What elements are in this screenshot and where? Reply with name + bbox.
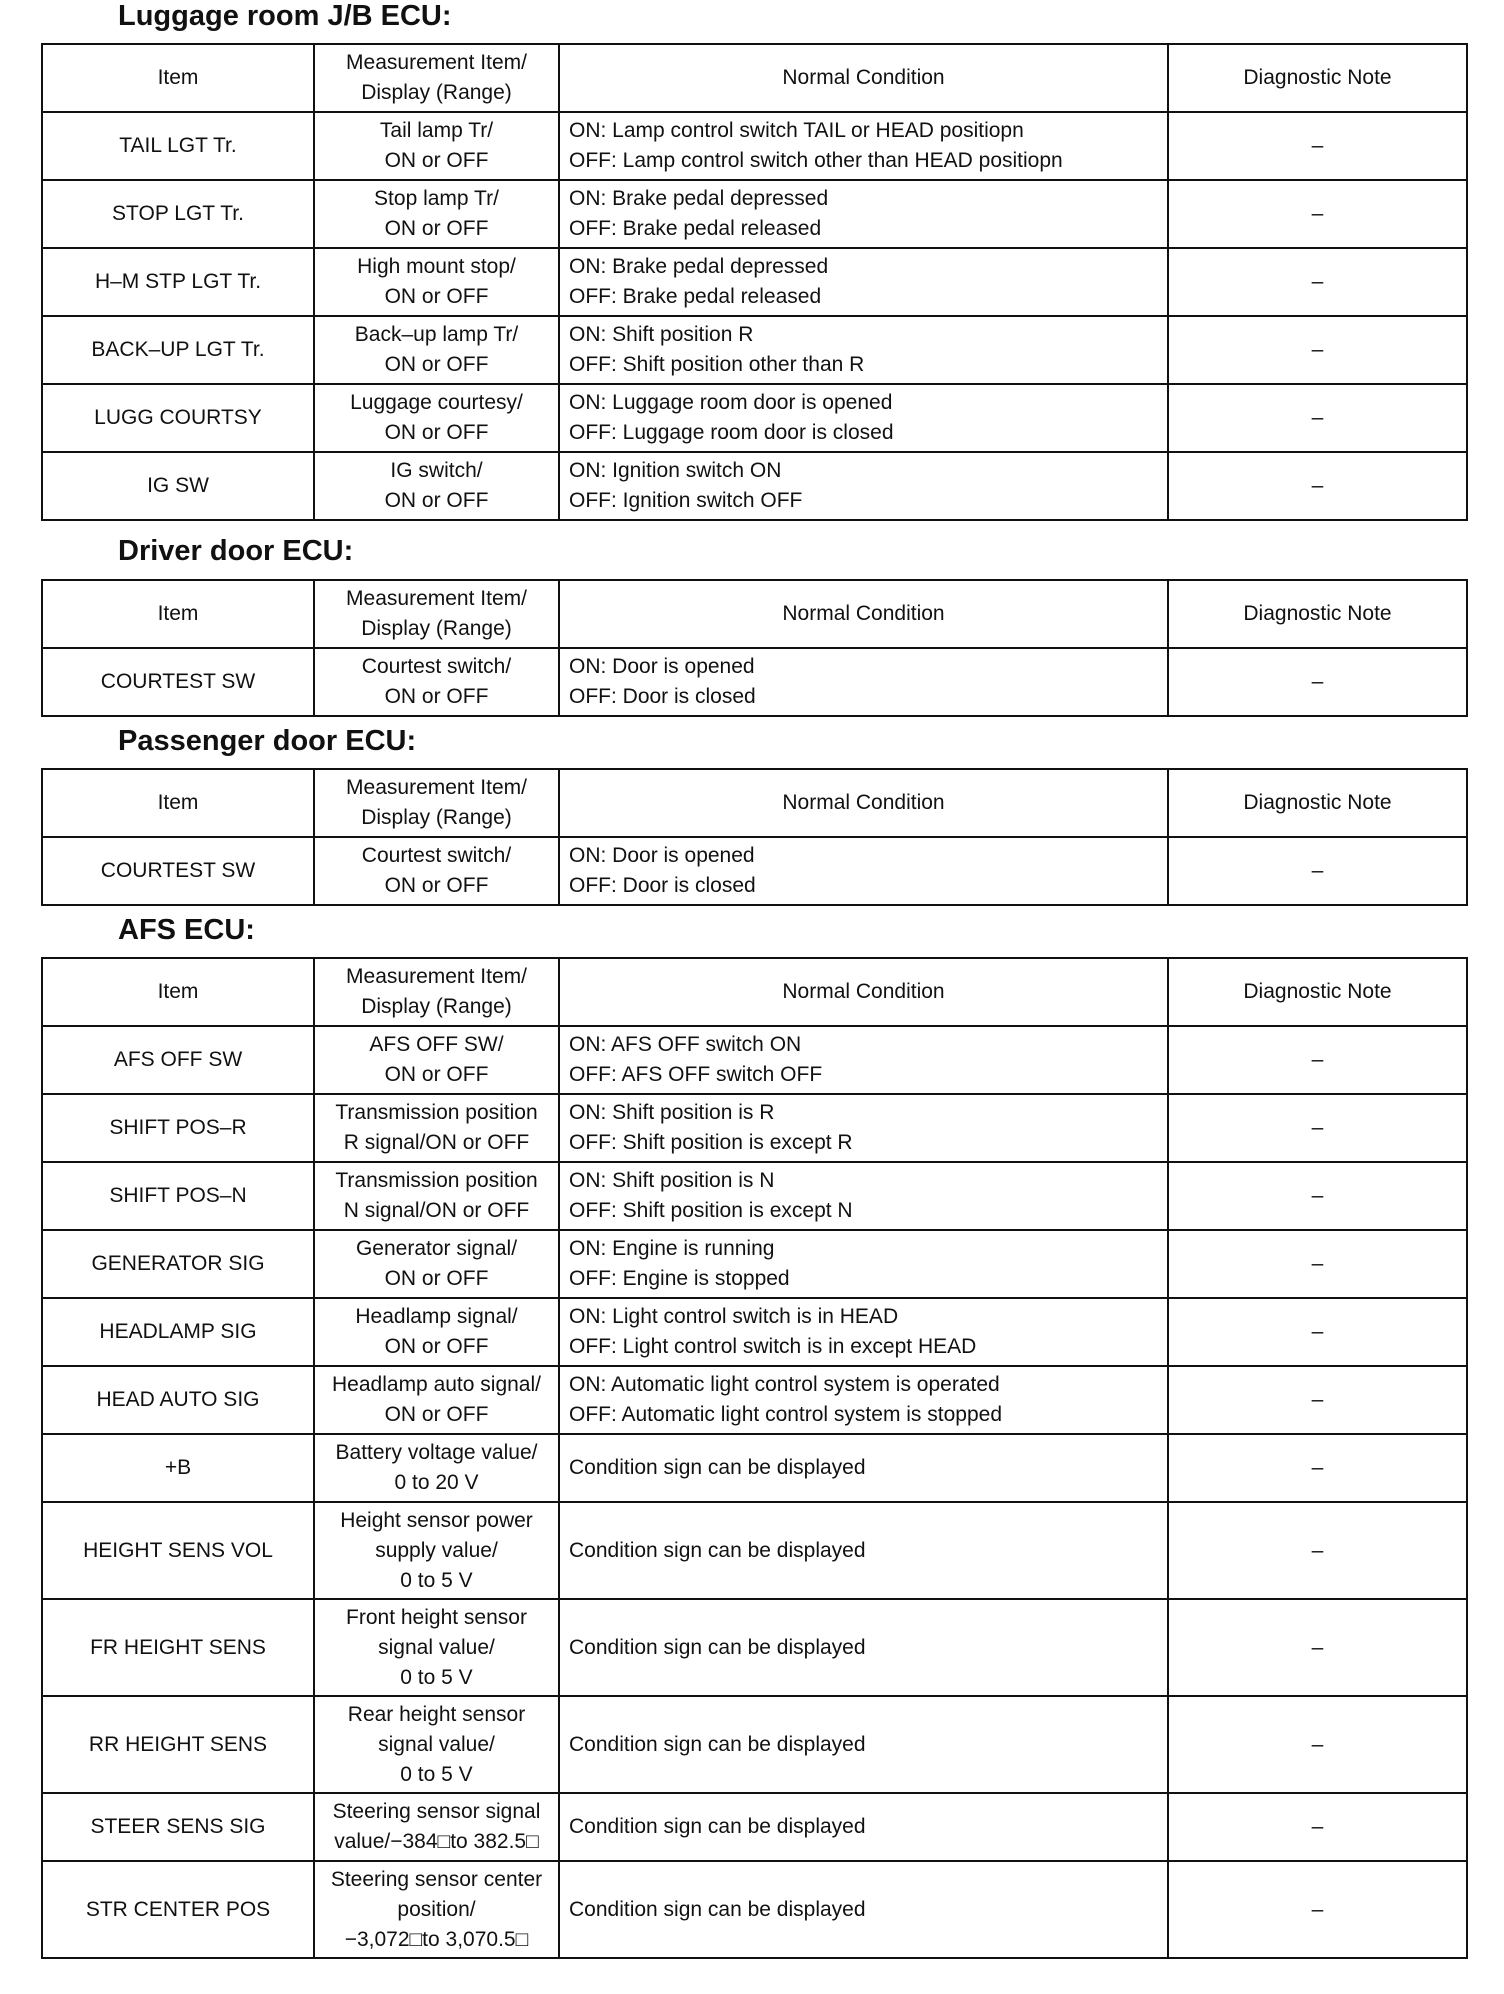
condition-cell: Condition sign can be displayed	[559, 1599, 1168, 1696]
item-cell: BACK–UP LGT Tr.	[42, 316, 314, 384]
note-cell: –	[1168, 384, 1467, 452]
item-cell: STR CENTER POS	[42, 1861, 314, 1958]
table-row	[42, 316, 1467, 384]
item-cell: COURTEST SW	[42, 648, 314, 716]
condition-cell: Condition sign can be displayed	[559, 1434, 1168, 1502]
measurement-cell: Back–up lamp Tr/ ON or OFF	[314, 316, 559, 384]
note-cell: –	[1168, 112, 1467, 180]
note-cell: –	[1168, 1793, 1467, 1861]
table-row	[42, 1502, 1467, 1599]
note-cell: –	[1168, 248, 1467, 316]
measurement-cell: Headlamp auto signal/ ON or OFF	[314, 1366, 559, 1434]
condition-cell: ON: Ignition switch ON OFF: Ignition switch OFF	[559, 452, 1168, 520]
note-cell: –	[1168, 1599, 1467, 1696]
condition-cell: Condition sign can be displayed	[559, 1861, 1168, 1958]
note-cell: –	[1168, 1434, 1467, 1502]
luggage-room-jb-ecu-table	[41, 43, 1468, 521]
measurement-cell: High mount stop/ ON or OFF	[314, 248, 559, 316]
measurement-cell: Front height sensor signal value/ 0 to 5 V	[314, 1599, 559, 1696]
note-cell: –	[1168, 1026, 1467, 1094]
section-title: Passenger door ECU:	[118, 725, 417, 757]
header-measurement: Measurement Item/ Display (Range)	[314, 958, 559, 1026]
header-normal-condition: Normal Condition	[559, 958, 1168, 1026]
driver-door-ecu-table	[41, 579, 1468, 717]
measurement-cell: Transmission position R signal/ON or OFF	[314, 1094, 559, 1162]
table-row	[42, 180, 1467, 248]
header-row	[42, 958, 1467, 1026]
item-cell: +B	[42, 1434, 314, 1502]
note-cell: –	[1168, 1230, 1467, 1298]
condition-cell: ON: Engine is running OFF: Engine is stopped	[559, 1230, 1168, 1298]
note-cell: –	[1168, 648, 1467, 716]
header-item: Item	[42, 958, 314, 1026]
note-cell: –	[1168, 1861, 1467, 1958]
header-diagnostic-note: Diagnostic Note	[1168, 769, 1467, 837]
table-row	[42, 837, 1467, 905]
note-cell: –	[1168, 1298, 1467, 1366]
item-cell: COURTEST SW	[42, 837, 314, 905]
condition-cell: ON: Automatic light control system is operated OFF: Automatic light control system is stopped	[559, 1366, 1168, 1434]
measurement-cell: Rear height sensor signal value/ 0 to 5 V	[314, 1696, 559, 1793]
header-measurement: Measurement Item/ Display (Range)	[314, 44, 559, 112]
condition-cell: ON: Shift position is N OFF: Shift position is except N	[559, 1162, 1168, 1230]
passenger-door-ecu-table	[41, 768, 1468, 906]
header-item: Item	[42, 769, 314, 837]
note-cell: –	[1168, 1502, 1467, 1599]
table-row	[42, 648, 1467, 716]
item-cell: HEIGHT SENS VOL	[42, 1502, 314, 1599]
header-row	[42, 44, 1467, 112]
measurement-cell: Stop lamp Tr/ ON or OFF	[314, 180, 559, 248]
item-cell: FR HEIGHT SENS	[42, 1599, 314, 1696]
table-row	[42, 112, 1467, 180]
header-row	[42, 769, 1467, 837]
measurement-cell: Courtest switch/ ON or OFF	[314, 648, 559, 716]
header-diagnostic-note: Diagnostic Note	[1168, 44, 1467, 112]
measurement-cell: Courtest switch/ ON or OFF	[314, 837, 559, 905]
header-row	[42, 580, 1467, 648]
afs-ecu-table	[41, 957, 1468, 1959]
item-cell: GENERATOR SIG	[42, 1230, 314, 1298]
item-cell: HEAD AUTO SIG	[42, 1366, 314, 1434]
condition-cell: ON: Brake pedal depressed OFF: Brake pedal released	[559, 180, 1168, 248]
item-cell: H–M STP LGT Tr.	[42, 248, 314, 316]
item-cell: SHIFT POS–R	[42, 1094, 314, 1162]
note-cell: –	[1168, 1366, 1467, 1434]
condition-cell: ON: Brake pedal depressed OFF: Brake pedal released	[559, 248, 1168, 316]
condition-cell: ON: Luggage room door is opened OFF: Luggage room door is closed	[559, 384, 1168, 452]
section-title: Driver door ECU:	[118, 535, 354, 567]
note-cell: –	[1168, 1696, 1467, 1793]
note-cell: –	[1168, 1094, 1467, 1162]
condition-cell: Condition sign can be displayed	[559, 1696, 1168, 1793]
header-normal-condition: Normal Condition	[559, 769, 1168, 837]
item-cell: RR HEIGHT SENS	[42, 1696, 314, 1793]
table-row	[42, 1861, 1467, 1958]
condition-cell: ON: AFS OFF switch ON OFF: AFS OFF switch OFF	[559, 1026, 1168, 1094]
section-title: Luggage room J/B ECU:	[118, 0, 452, 32]
item-cell: TAIL LGT Tr.	[42, 112, 314, 180]
item-cell: IG SW	[42, 452, 314, 520]
header-measurement: Measurement Item/ Display (Range)	[314, 580, 559, 648]
note-cell: –	[1168, 1162, 1467, 1230]
measurement-cell: Battery voltage value/ 0 to 20 V	[314, 1434, 559, 1502]
note-cell: –	[1168, 180, 1467, 248]
measurement-cell: Steering sensor signal value/−384□to 382.5□	[314, 1793, 559, 1861]
header-measurement: Measurement Item/ Display (Range)	[314, 769, 559, 837]
table-row	[42, 1696, 1467, 1793]
table-row	[42, 1094, 1467, 1162]
header-normal-condition: Normal Condition	[559, 580, 1168, 648]
item-cell: HEADLAMP SIG	[42, 1298, 314, 1366]
table-row	[42, 248, 1467, 316]
condition-cell: Condition sign can be displayed	[559, 1793, 1168, 1861]
table-row	[42, 1434, 1467, 1502]
section-title: AFS ECU:	[118, 914, 255, 946]
condition-cell: ON: Door is opened OFF: Door is closed	[559, 648, 1168, 716]
condition-cell: Condition sign can be displayed	[559, 1502, 1168, 1599]
header-diagnostic-note: Diagnostic Note	[1168, 580, 1467, 648]
header-item: Item	[42, 580, 314, 648]
table-row	[42, 1162, 1467, 1230]
table-row	[42, 384, 1467, 452]
header-normal-condition: Normal Condition	[559, 44, 1168, 112]
condition-cell: ON: Shift position R OFF: Shift position other than R	[559, 316, 1168, 384]
measurement-cell: IG switch/ ON or OFF	[314, 452, 559, 520]
item-cell: STOP LGT Tr.	[42, 180, 314, 248]
table-row	[42, 1366, 1467, 1434]
measurement-cell: Generator signal/ ON or OFF	[314, 1230, 559, 1298]
measurement-cell: Transmission position N signal/ON or OFF	[314, 1162, 559, 1230]
note-cell: –	[1168, 452, 1467, 520]
note-cell: –	[1168, 837, 1467, 905]
header-diagnostic-note: Diagnostic Note	[1168, 958, 1467, 1026]
item-cell: AFS OFF SW	[42, 1026, 314, 1094]
condition-cell: ON: Light control switch is in HEAD OFF: Light control switch is in except HEAD	[559, 1298, 1168, 1366]
table-row	[42, 1230, 1467, 1298]
item-cell: LUGG COURTSY	[42, 384, 314, 452]
note-cell: –	[1168, 316, 1467, 384]
condition-cell: ON: Lamp control switch TAIL or HEAD positiopn OFF: Lamp control switch other than HEAD positiopn	[559, 112, 1168, 180]
table-row	[42, 1793, 1467, 1861]
condition-cell: ON: Door is opened OFF: Door is closed	[559, 837, 1168, 905]
measurement-cell: Tail lamp Tr/ ON or OFF	[314, 112, 559, 180]
table-row	[42, 1026, 1467, 1094]
header-item: Item	[42, 44, 314, 112]
measurement-cell: Height sensor power supply value/ 0 to 5 V	[314, 1502, 559, 1599]
measurement-cell: Steering sensor center position/ −3,072□to 3,070.5□	[314, 1861, 559, 1958]
table-row	[42, 1298, 1467, 1366]
condition-cell: ON: Shift position is R OFF: Shift position is except R	[559, 1094, 1168, 1162]
table-row	[42, 1599, 1467, 1696]
item-cell: SHIFT POS–N	[42, 1162, 314, 1230]
measurement-cell: AFS OFF SW/ ON or OFF	[314, 1026, 559, 1094]
measurement-cell: Luggage courtesy/ ON or OFF	[314, 384, 559, 452]
table-row	[42, 452, 1467, 520]
item-cell: STEER SENS SIG	[42, 1793, 314, 1861]
measurement-cell: Headlamp signal/ ON or OFF	[314, 1298, 559, 1366]
